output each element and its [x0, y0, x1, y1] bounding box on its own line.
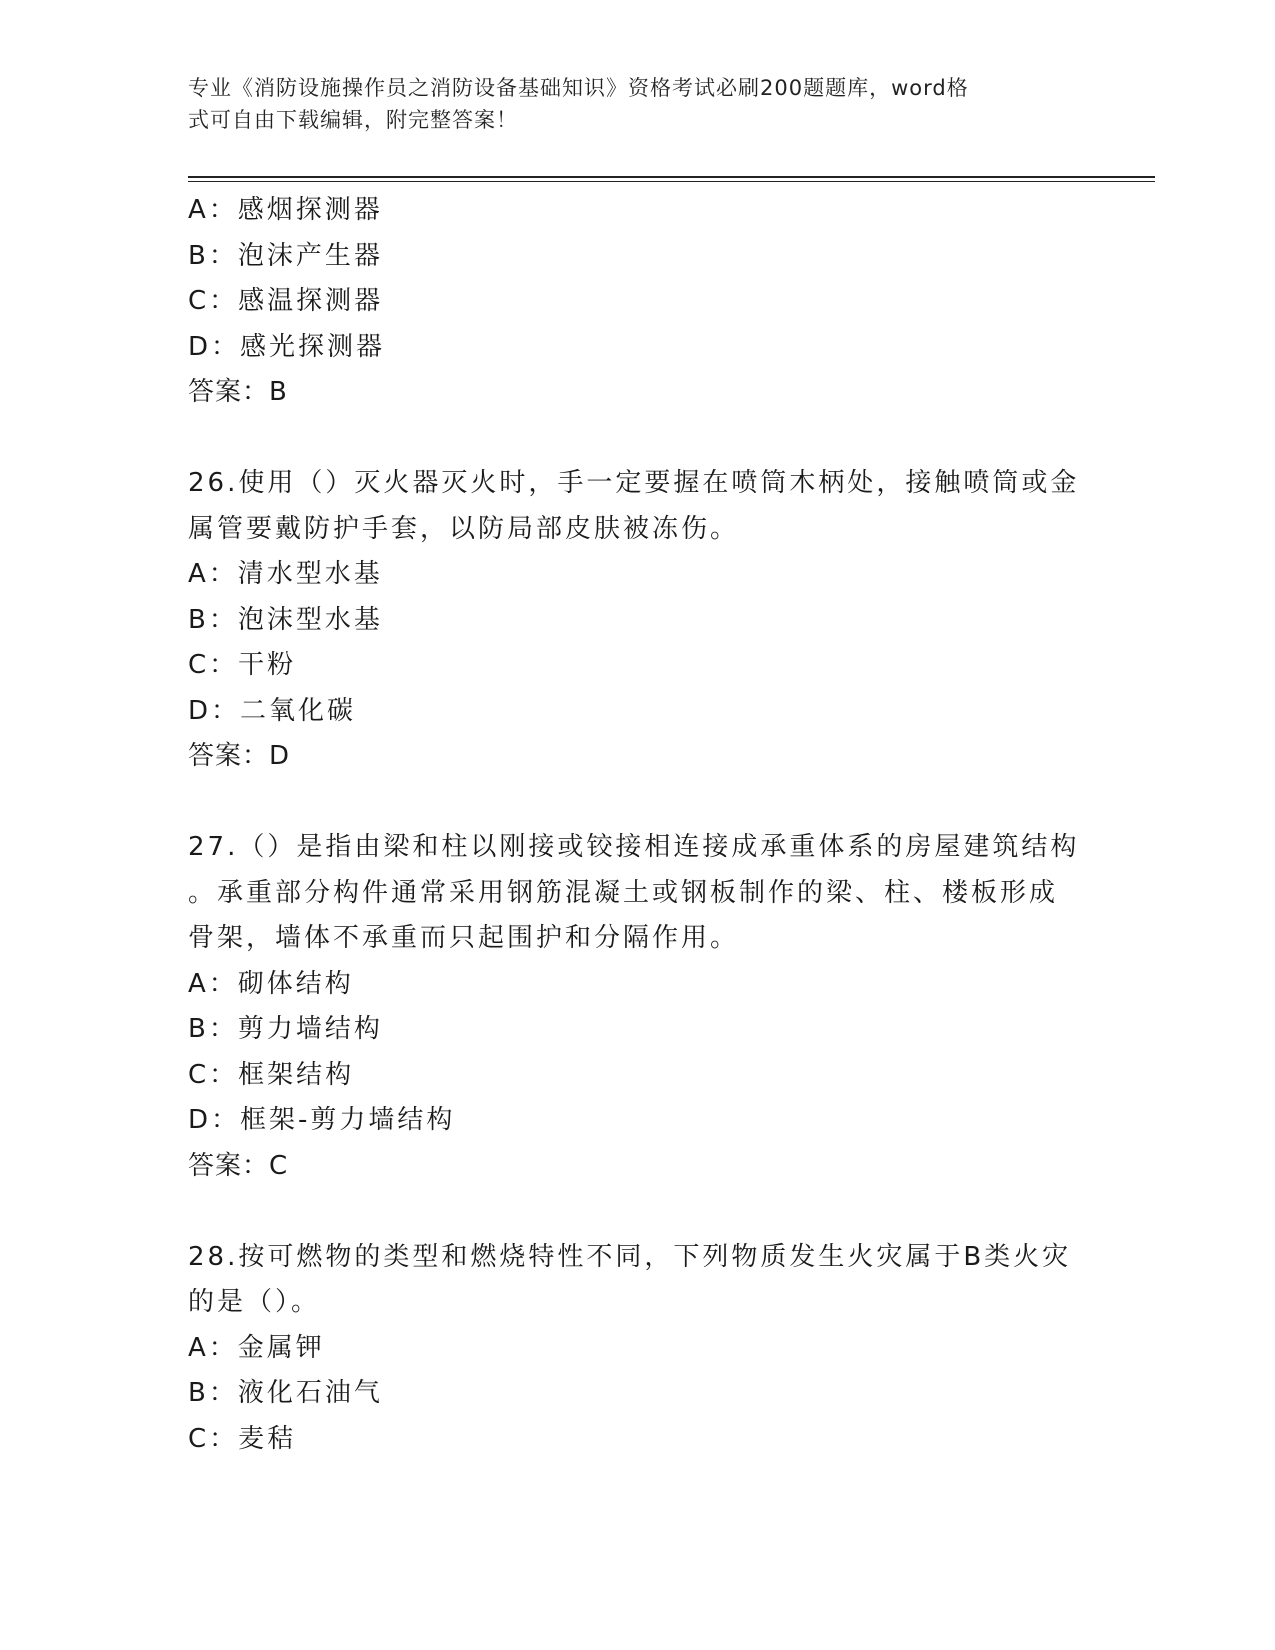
question-stem-line: 。承重部分构件通常采用钢筋混凝土或钢板制作的梁、柱、楼板形成 [188, 877, 1059, 908]
option-a: A：感烟探测器 [188, 195, 383, 225]
option-a: A：砌体结构 [188, 968, 354, 999]
option-b: B：泡沫产生器 [188, 240, 383, 271]
question-stem-line: 属管要戴防护手套，以防局部皮肤被冻伤。 [188, 513, 740, 544]
option-c: C：麦秸 [188, 1423, 297, 1454]
question-27 [188, 825, 1088, 1189]
option-b: B：液化石油气 [188, 1378, 383, 1408]
option-d: D：感光探测器 [188, 331, 386, 362]
answer-line: 答案：D [188, 741, 291, 771]
question-28 [188, 1235, 1088, 1463]
question-stem-line: 的是（）。 [188, 1287, 321, 1317]
question-25 [188, 188, 1088, 416]
document-header [188, 72, 1088, 136]
question-stem-line: 28.按可燃物的类型和燃烧特性不同，下列物质发生火灾属于B类火灾 [188, 1241, 1072, 1272]
option-a: A：清水型水基 [188, 559, 383, 589]
question-26 [188, 461, 1088, 780]
option-c: C：干粉 [188, 650, 297, 680]
question-stem-line: 26.使用（）灭火器灭火时，手一定要握在喷筒木柄处，接触喷筒或金 [188, 468, 1080, 498]
question-stem-line: 27.（）是指由梁和柱以刚接或铰接相连接成承重体系的房屋建筑结构 [188, 832, 1080, 862]
question-content [188, 188, 1088, 1462]
option-a: A：金属钾 [188, 1332, 325, 1363]
answer-line: 答案：B [188, 377, 288, 407]
question-stem-line: 骨架，墙体不承重而只起围护和分隔作用。 [188, 923, 740, 953]
header-line-1: 专业《消防设施操作员之消防设备基础知识》资格考试必刷200题题库，word格 [188, 76, 969, 100]
option-c: C：框架结构 [188, 1059, 355, 1090]
option-c: C：感温探测器 [188, 286, 384, 316]
answer-line: 答案：C [188, 1150, 289, 1181]
option-d: D：二氧化碳 [188, 695, 357, 726]
option-b: B：泡沫型水基 [188, 604, 383, 635]
header-line-2: 式可自由下载编辑，附完整答案！ [188, 108, 518, 132]
header-divider-thin [188, 181, 1155, 182]
option-b: B：剪力墙结构 [188, 1014, 383, 1044]
header-divider-thick [188, 176, 1155, 178]
option-d: D：框架-剪力墙结构 [188, 1105, 456, 1135]
